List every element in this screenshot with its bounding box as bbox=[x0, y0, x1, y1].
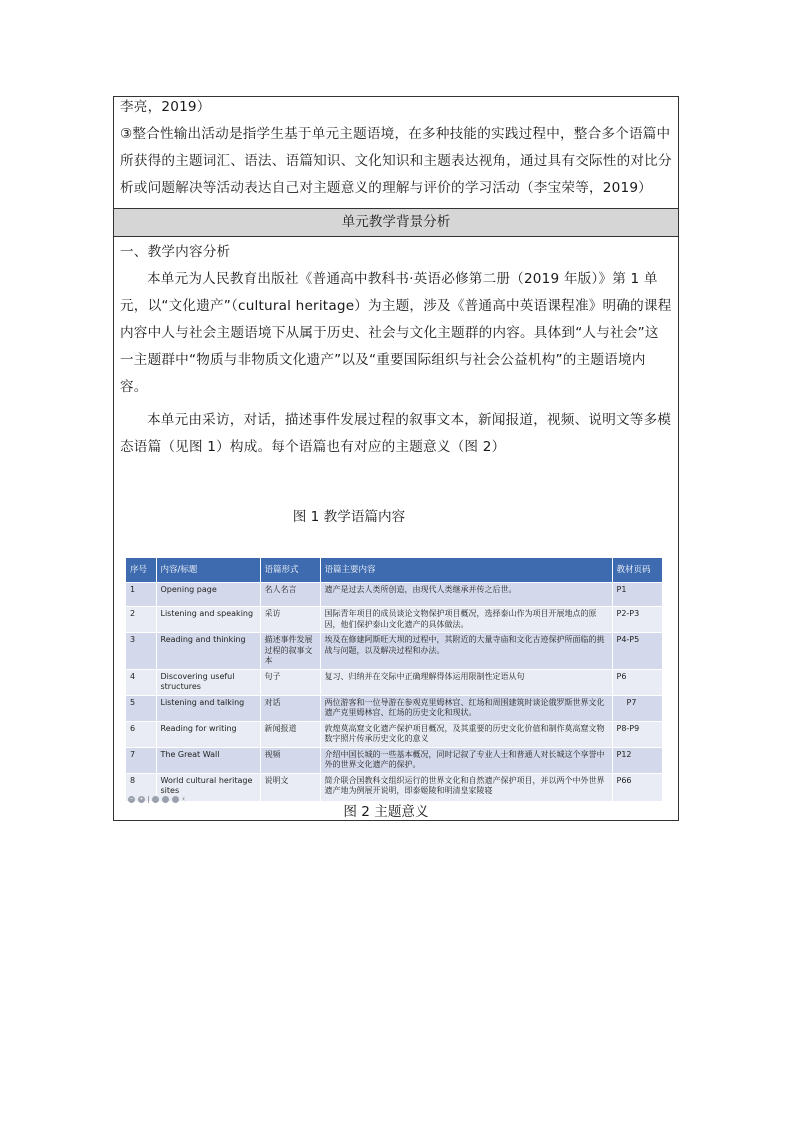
zoom-out-icon[interactable]: − bbox=[129, 795, 134, 802]
table-row bbox=[126, 607, 662, 633]
header-no: 序号 bbox=[126, 558, 156, 583]
cell-content: 国际青年项目的成员谈论文物保护项目概况，选择泰山作为项目开展地点的原因，他们保护泰山文化遗产的具体做法。 bbox=[320, 607, 612, 633]
table-row bbox=[126, 695, 662, 721]
analysis-body bbox=[120, 239, 672, 461]
content-table bbox=[126, 558, 662, 801]
table-row bbox=[126, 583, 662, 607]
analysis-paragraph-2: 本单元由采访，对话，描述事件发展过程的叙事文本，新闻报道，视频、说明文等多模态语篇（见图 1）构成。每个语篇也有对应的主题意义（图 2） bbox=[120, 412, 672, 455]
cell-no: 3 bbox=[126, 633, 156, 670]
cell-title: Listening and talking bbox=[156, 695, 260, 721]
cell-title: Discovering useful structures bbox=[156, 669, 260, 695]
cell-title: Reading and thinking bbox=[156, 633, 260, 670]
chevron-left-icon[interactable]: ‹ bbox=[182, 794, 186, 803]
document-table-frame bbox=[113, 96, 679, 821]
cell-no: 2 bbox=[126, 607, 156, 633]
header-title: 内容/标题 bbox=[156, 558, 260, 583]
cell-form: 视频 bbox=[260, 747, 320, 773]
cell-page: P8-P9 bbox=[612, 721, 662, 747]
cell-page: P12 bbox=[612, 747, 662, 773]
figure-2-caption: 图 2 主题意义 bbox=[343, 804, 429, 820]
cell-form: 句子 bbox=[260, 669, 320, 695]
header-page: 教材页码 bbox=[612, 558, 662, 583]
cell-page: P4-P5 bbox=[612, 633, 662, 670]
cell-form: 描述事件发展过程的叙事文本 bbox=[260, 633, 320, 670]
cell-no: 1 bbox=[126, 583, 156, 607]
analysis-paragraph-1: 本单元为人民教育出版社《普通高中教科书·英语必修第二册（2019 年版）》第 1 单元，以“文化遗产”（cultural heritage）为主题，涉及《普通高中英语课程准》明确的课程内容中人与社会主题语境下从属于历史、社会与文化主题群的内容。具体到“人与社会”这一主题群中“物质与非物质文化遗产”以及“重要国际组织与社会公益机构”的主题语境内容。 bbox=[120, 271, 672, 395]
table-row bbox=[126, 747, 662, 773]
header-content: 语篇主要内容 bbox=[320, 558, 612, 583]
table-row bbox=[126, 721, 662, 747]
cell-no: 7 bbox=[126, 747, 156, 773]
cell-top-text bbox=[120, 94, 672, 202]
cell-content: 复习、归纳并在交际中正确理解得体运用限制性定语从句 bbox=[320, 669, 612, 695]
cell-page: P6 bbox=[612, 669, 662, 695]
cell-page: P7 bbox=[612, 695, 662, 721]
cell-title: Listening and speaking bbox=[156, 607, 260, 633]
cell-page: P1 bbox=[612, 583, 662, 607]
cell-content: 敦煌莫高窟文化遗产保护项目概况，及其重要的历史文化价值和制作莫高窟文物数字照片传承历史文化的意义 bbox=[320, 721, 612, 747]
cell-title: The Great Wall bbox=[156, 747, 260, 773]
citation-line: 李亮，2019） bbox=[120, 99, 211, 115]
analysis-heading: 一、教学内容分析 bbox=[120, 244, 231, 260]
cell-page: P2-P3 bbox=[612, 607, 662, 633]
cell-page: P66 bbox=[612, 773, 662, 801]
cell-content: 遗产是过去人类所创造，由现代人类继承并传之后世。 bbox=[320, 583, 612, 607]
cell-no: 4 bbox=[126, 669, 156, 695]
table-row bbox=[126, 669, 662, 695]
embedded-table-image bbox=[126, 558, 662, 801]
zoom-in-icon[interactable]: + bbox=[139, 795, 144, 802]
section-title: 单元教学背景分析 bbox=[114, 209, 678, 236]
cell-form: 名人名言 bbox=[260, 583, 320, 607]
figure-1-caption: 图 1 教学语篇内容 bbox=[292, 509, 406, 525]
header-form: 语篇形式 bbox=[260, 558, 320, 583]
cell-content: 介绍中国长城的一些基本概况，同时记叙了专业人士和普通人对长城这个享誉中外的世界文化遗产的保护。 bbox=[320, 747, 612, 773]
cell-content: 埃及在修建阿斯旺大坝的过程中，其附近的大量寺庙和文化古迹保护所面临的挑战与问题，以及解决过程和办法。 bbox=[320, 633, 612, 670]
cell-title: Reading for writing bbox=[156, 721, 260, 747]
table-header-row bbox=[126, 558, 662, 583]
cell-form: 新闻报道 bbox=[260, 721, 320, 747]
cell-form: 对话 bbox=[260, 695, 320, 721]
cell-title: Opening page bbox=[156, 583, 260, 607]
cell-no: 6 bbox=[126, 721, 156, 747]
output-activity-definition: ③整合性输出活动是指学生基于单元主题语境，在多种技能的实践过程中，整合多个语篇中所获得的主题词汇、语法、语篇知识、文化知识和主题表达视角，通过具有交际性的对比分析或问题解决等活动表达自己对主题意义的理解与评价的学习活动（李宝荣等，2019） bbox=[120, 126, 672, 196]
cell-no: 8 bbox=[126, 773, 156, 801]
cell-content: 两位游客和一位导游在参观克里姆林宫、红场和周围建筑时谈论俄罗斯世界文化遗产克里姆林宫、红场的历史文化和现状。 bbox=[320, 695, 612, 721]
cell-content: 简介联合国教科文组织运行的世界文化和自然遗产保护项目，并以两个中外世界遗产地为例展开说明，即泰姬陵和明清皇家陵寝 bbox=[320, 773, 612, 801]
cell-title: World cultural heritage sites bbox=[156, 773, 260, 801]
table-row bbox=[126, 633, 662, 670]
cell-form: 说明文 bbox=[260, 773, 320, 801]
row-divider bbox=[114, 236, 678, 237]
cell-no: 5 bbox=[126, 695, 156, 721]
cell-form: 采访 bbox=[260, 607, 320, 633]
